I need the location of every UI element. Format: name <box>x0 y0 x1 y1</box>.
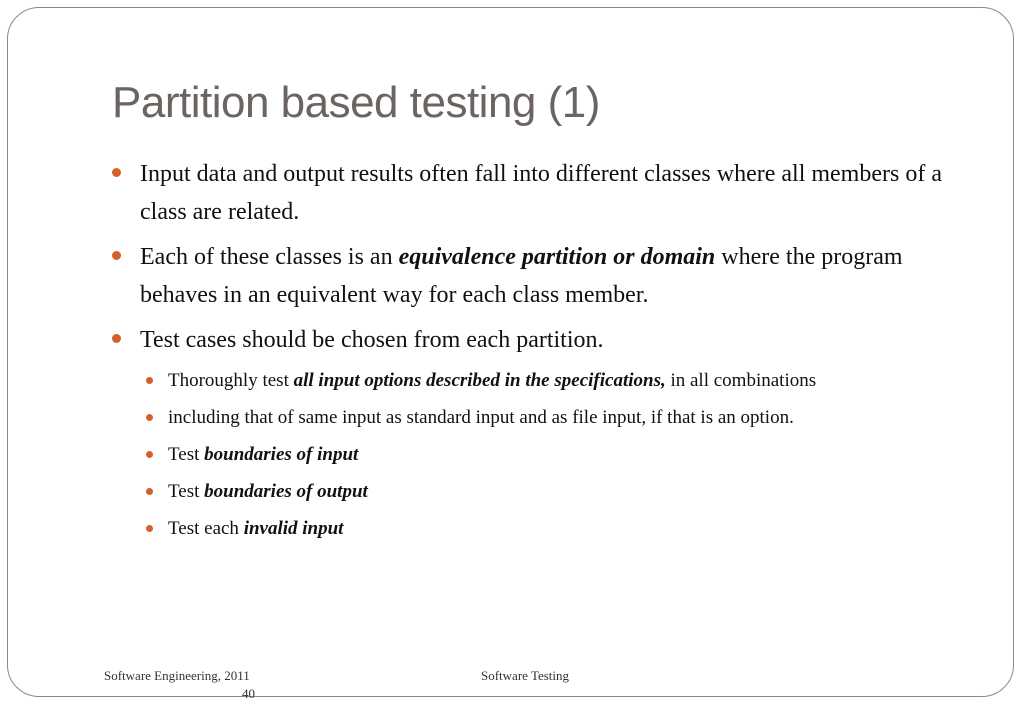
sub-bullet-emphasis: boundaries of output <box>204 481 368 502</box>
bullet-item <box>108 321 968 359</box>
bullet-text-pre: Each of these classes is an <box>140 244 399 270</box>
sub-bullet-dot-icon <box>146 451 153 458</box>
bullet-item <box>108 238 968 314</box>
bullet-dot-icon <box>112 334 121 343</box>
sub-bullet-item <box>108 440 968 470</box>
sub-bullet-emphasis: invalid input <box>243 518 344 539</box>
bullet-emphasis: equivalence partition or domain <box>398 244 716 270</box>
sub-bullet-item <box>108 366 968 396</box>
sub-bullet-dot-icon <box>146 377 153 384</box>
bullet-text: Test cases should be chosen from each partition. <box>140 327 604 353</box>
sub-bullet-text-pre: Test <box>168 481 205 502</box>
bullet-item <box>108 155 968 231</box>
bullet-dot-icon <box>112 251 121 260</box>
sub-bullet-text: including that of same input as standard input and as file input, if that is an option. <box>168 407 794 428</box>
sub-bullet-text-post: in all combinations <box>665 370 817 391</box>
sub-bullet-dot-icon <box>146 525 153 532</box>
bullet-text-post: where the program behaves in an equivalent way for each class member. <box>140 244 903 308</box>
slide-content <box>108 155 968 551</box>
sub-bullet-emphasis: all input options described in the specifications, <box>293 370 666 391</box>
sub-bullet-dot-icon <box>146 488 153 495</box>
sub-bullet-emphasis: boundaries of input <box>204 444 359 465</box>
sub-bullet-text-pre: Test each <box>168 518 244 539</box>
sub-bullet-text-pre: Thoroughly test <box>168 370 294 391</box>
sub-bullet-item <box>108 514 968 544</box>
page-number: 40 <box>242 686 255 701</box>
footer-topic: Software Testing <box>481 668 570 683</box>
sub-bullet-dot-icon <box>146 414 153 421</box>
sub-bullet-text-pre: Test <box>168 444 205 465</box>
bullet-text: Input data and output results often fall into different classes where all members of a class are related. <box>140 161 942 225</box>
slide-title: Partition based testing (1) <box>112 78 600 127</box>
bullet-dot-icon <box>112 168 121 177</box>
sub-bullet-item <box>108 477 968 507</box>
sub-bullet-item <box>108 403 968 433</box>
footer-course: Software Engineering, 2011 <box>104 668 250 683</box>
